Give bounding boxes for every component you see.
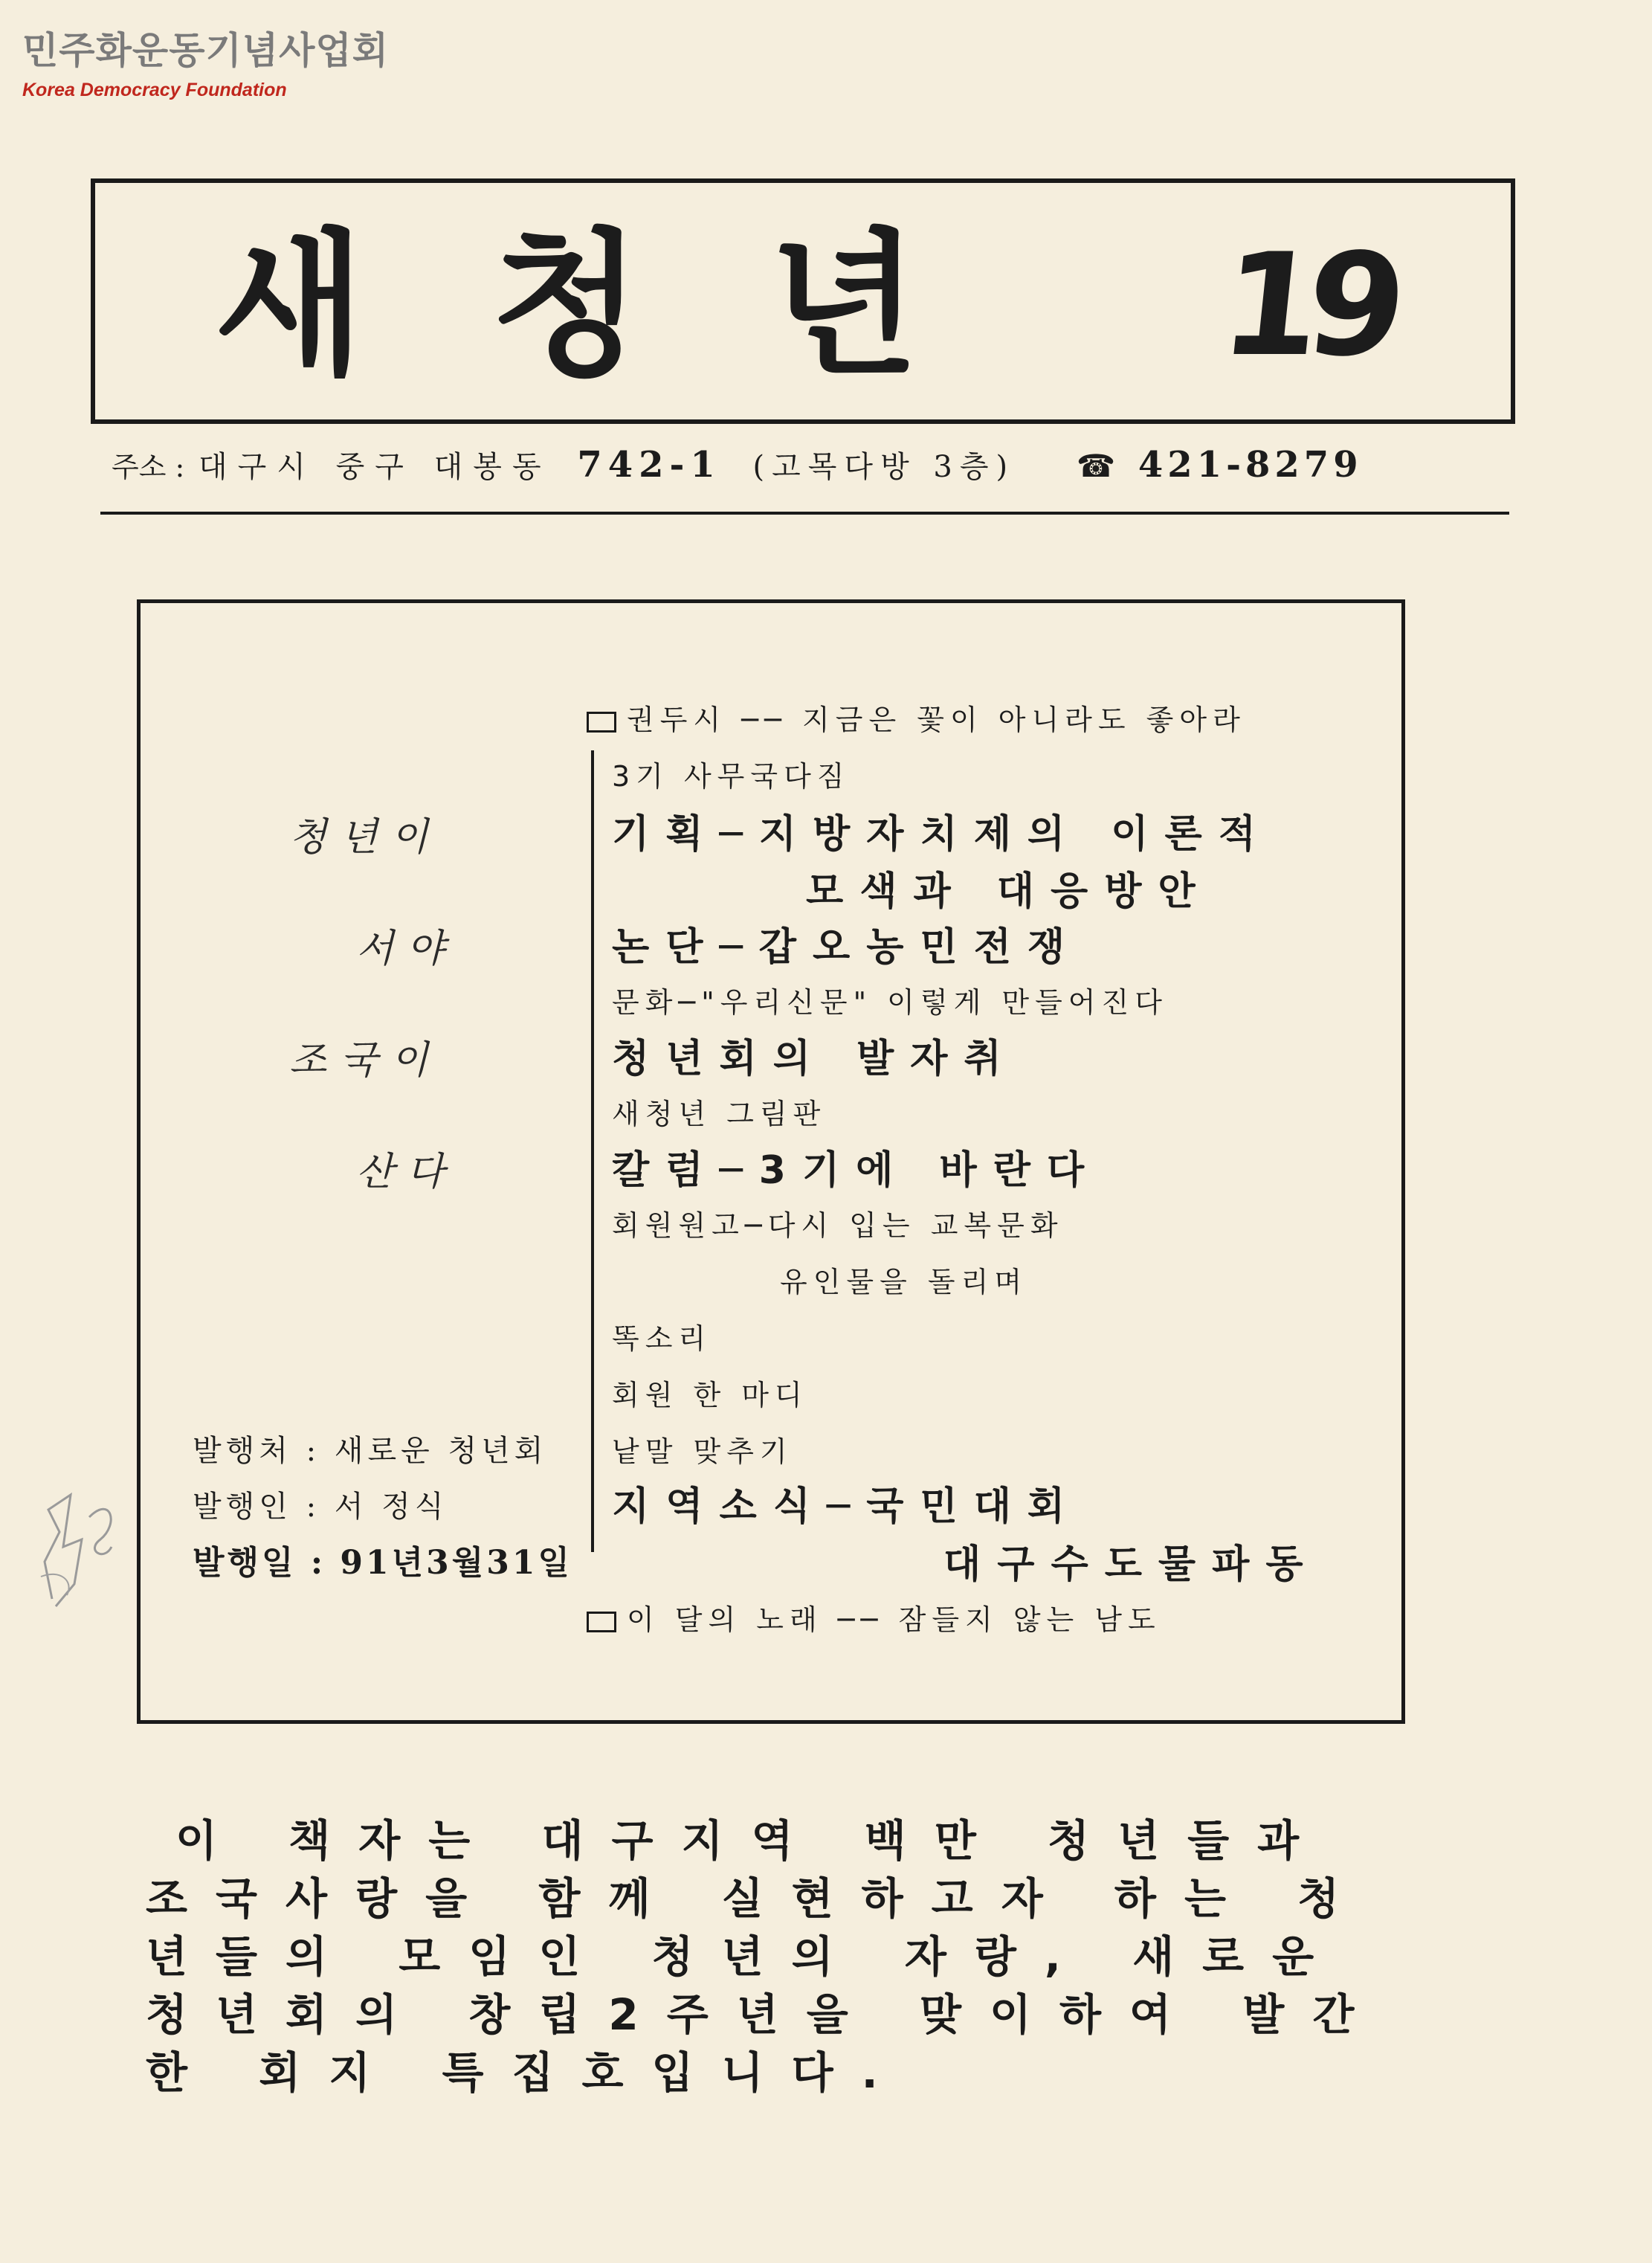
publisher: 발행처 : 새로운 청년회 [193, 1434, 548, 1468]
toc-item: 논단─갑오농민전쟁 [612, 925, 1082, 970]
contents-box [137, 599, 1405, 1724]
address-label: 주소 : [112, 451, 185, 483]
address-line [112, 443, 1363, 486]
description-line: 조국사랑을 함께 실현하고자 하는 청 [146, 1873, 1368, 1924]
toc-item: 지역소식─국민대회 [612, 1484, 1082, 1529]
magazine-title: 새청년 [214, 214, 1046, 396]
slogan-line-3: 조국이 [289, 1038, 442, 1083]
toc-item: 권두시 ── 지금은 꽃이 아니라도 좋아라 [587, 697, 1246, 738]
phone-number: 421-8279 [1138, 444, 1363, 486]
description-line: 청년회의 창립2주년을 맞이하여 발간 [146, 1989, 1383, 2040]
publication-date: 발행일 : 91년3월31일 [193, 1544, 572, 1582]
pencil-scribble [30, 1450, 134, 1621]
watermark-korean: 민주화운동기념사업회 [22, 29, 389, 72]
toc-item: 새청년 그림판 [612, 1098, 827, 1130]
toc-item: 모색과 대응방안 [806, 869, 1212, 914]
slogan-line-1: 청년이 [289, 815, 442, 860]
toc-item: 이 달의 노래 ── 잠들지 않는 남도 [587, 1597, 1161, 1638]
slogan-line-2: 서야 [356, 927, 458, 971]
toc-item: 칼럼─3기에 바란다 [612, 1148, 1101, 1193]
toc-item: 유인물을 돌리며 [780, 1266, 1028, 1298]
toc-item: 낱말 맞추기 [612, 1435, 793, 1468]
toc-item: 똑소리 [612, 1322, 712, 1355]
toc-item: 3기 사무국다짐 [612, 760, 851, 793]
description-line: 이 책자는 대구지역 백만 청년들과 [175, 1815, 1328, 1866]
telephone-icon: ☎ [1076, 448, 1116, 484]
issuer: 발행인 : 서 정식 [193, 1490, 448, 1524]
foundation-watermark [22, 28, 389, 101]
toc-item: 기획─지방자치제의 이론적 [612, 812, 1272, 857]
toc-item: 대구수도물파동 [943, 1542, 1320, 1587]
address-detail: (고목다방 3층) [752, 450, 1016, 484]
address-divider [100, 512, 1509, 515]
masthead-box [91, 178, 1515, 424]
address-text: 대구시 중구 대봉동 [199, 450, 552, 484]
toc-item: 문화─"우리신문" 이렇게 만들어진다 [612, 986, 1168, 1019]
checkbox-square-icon [587, 712, 616, 733]
description-line: 한 회지 특집호입니다. [146, 2047, 906, 2098]
watermark-english: Korea Democracy Foundation [22, 80, 287, 100]
contents-divider [591, 750, 594, 1552]
checkbox-square-icon [587, 1612, 616, 1632]
issue-number: 19 [1213, 223, 1401, 387]
toc-item: 회원원고─다시 입는 교복문화 [612, 1209, 1064, 1242]
toc-item: 회원 한 마디 [612, 1379, 808, 1411]
description-line: 년들의 모임인 청년의 자랑, 새로운 [146, 1931, 1343, 1982]
address-number: 742-1 [577, 444, 721, 486]
toc-item: 청년회의 발자취 [612, 1037, 1018, 1081]
slogan-line-4: 산다 [356, 1150, 458, 1194]
